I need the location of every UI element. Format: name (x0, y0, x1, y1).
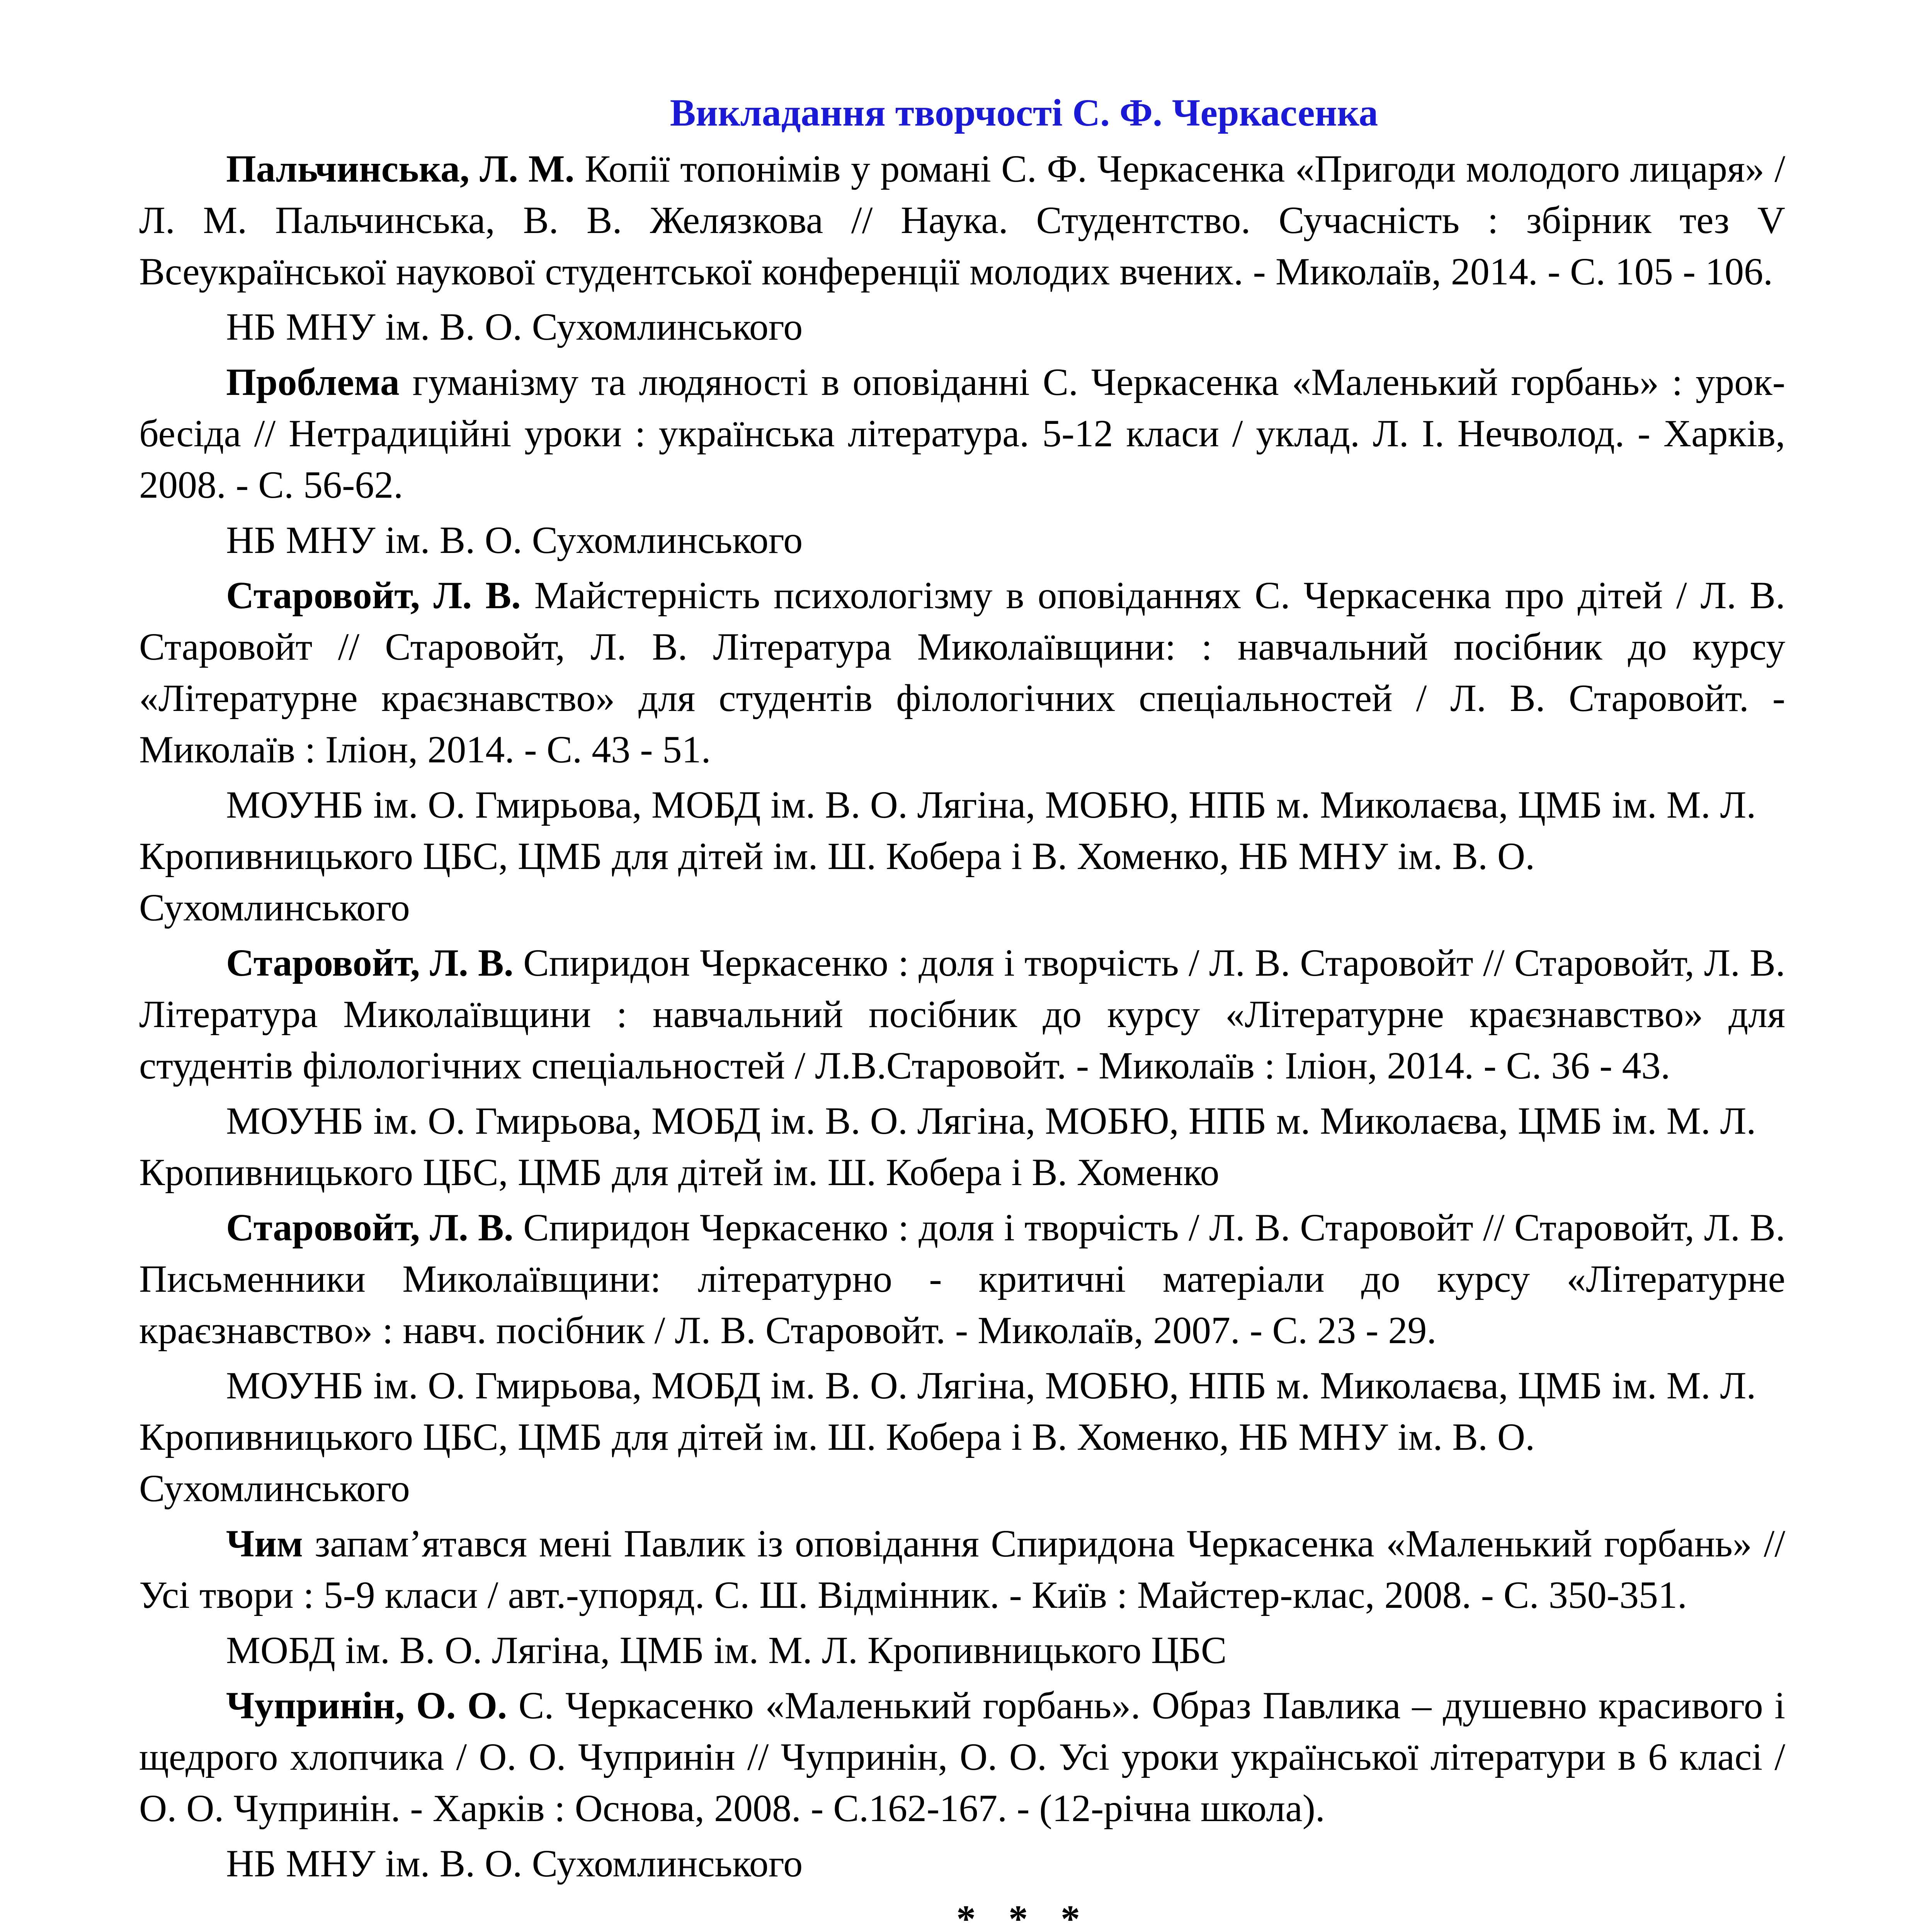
bibliography-entry (139, 937, 1785, 1198)
entry-citation (139, 356, 1785, 510)
entry-holdings: МОБД ім. В. О. Лягіна, ЦМБ ім. М. Л. Кропивницького ЦБС (226, 1629, 1227, 1672)
entry-text: гуманізму та людяності в оповіданні С. Черкасенка «Маленький горбань» : урок-бесіда // Нетрадиційні уроки : українська література. 5-12 класи / уклад. Л. І. Нечволод. - Харків, 2008. - С. 56-62. (139, 361, 1785, 506)
entry-holdings: МОУНБ ім. О. Гмирьова, МОБД ім. В. О. Лягіна, МОБЮ, НПБ м. Миколаєва, ЦМБ ім. М. Л. Кропивницького ЦБС, ЦМБ для дітей ім. Ш. Кобера і В. Хоменко, НБ МНУ ім. В. О. Сухомлинського (139, 783, 1756, 929)
bibliography-entry (139, 143, 1785, 352)
entry-author: Старовойт, Л. В. (226, 1206, 514, 1249)
entry-citation (139, 1202, 1785, 1356)
entry-holdings: МОУНБ ім. О. Гмирьова, МОБД ім. В. О. Лягіна, МОБЮ, НПБ м. Миколаєва, ЦМБ ім. М. Л. Кропивницького ЦБС, ЦМБ для дітей ім. Ш. Кобера і В. Хоменко, НБ МНУ ім. В. О. Сухомлинського (139, 1364, 1756, 1510)
entry-citation (139, 570, 1785, 775)
entry-citation (139, 1518, 1785, 1621)
entry-holdings: НБ МНУ ім. В. О. Сухомлинського (226, 1842, 803, 1885)
entry-text: Копії топонімів у романі С. Ф. Черкасенка «Пригоди молодого лицаря» / Л. М. Пальчинська, В. В. Желязкова // Наука. Студентство. Сучасність : збірник тез V Всеукраїнської наукової студентської конференції молодих вчених. - Миколаїв, 2014. - С. 105 - 106. (139, 147, 1785, 293)
bibliography-entry (139, 1518, 1785, 1676)
entry-citation (139, 143, 1785, 297)
entry-text: Спиридон Черкасенко : доля і творчість / Л. В. Старовойт // Старовойт, Л. В. Письменники Миколаївщини: літературно - критичні матеріали до курсу «Літературне краєзнавство» : навч. посібник / Л. В. Старовойт. - Миколаїв, 2007. - С. 23 - 29. (139, 1206, 1785, 1352)
entry-author: Старовойт, Л. В. (226, 574, 521, 617)
entry-author: Чупринін, О. О. (226, 1684, 507, 1727)
entry-author: Пальчинська, Л. М. (226, 147, 575, 190)
bibliography-entry (139, 1202, 1785, 1514)
bibliography-entry (139, 570, 1785, 933)
entry-holdings: НБ МНУ ім. В. О. Сухомлинського (226, 519, 803, 561)
entry-citation (139, 937, 1785, 1091)
bibliography-entry (139, 1680, 1785, 1889)
entry-text: Спиридон Черкасенко : доля і творчість / Л. В. Старовойт // Старовойт, Л. В. Література Миколаївщини : навчальний посібник до курсу «Літературне краєзнавство» для студентів філологічних спеціальностей / Л.В.Старовойт. - Миколаїв : Іліон, 2014. - С. 36 - 43. (139, 941, 1785, 1087)
entry-citation (139, 1680, 1785, 1834)
entry-author: Чим (226, 1522, 303, 1565)
entry-text: Майстерність психологізму в оповіданнях С. Черкасенка про дітей / Л. В. Старовойт // Старовойт, Л. В. Література Миколаївщини: : навчальний посібник до курсу «Літературне краєзнавство» для студентів філологічних спеціальностей / Л. В. Старовойт. - Миколаїв : Іліон, 2014. - С. 43 - 51. (139, 574, 1785, 771)
entry-author: Старовойт, Л. В. (226, 941, 514, 984)
entry-holdings: НБ МНУ ім. В. О. Сухомлинського (226, 305, 803, 348)
entry-text: С. Черкасенко «Маленький горбань». Образ Павлика – душевно красивого і щедрого хлопчика / О. О. Чупринін // Чупринін, О. О. Усі уроки української літератури в 6 класі / О. О. Чупринін. - Харків : Основа, 2008. - С.162-167. - (12-річна школа). (139, 1684, 1786, 1830)
entry-text: запам’ятався мені Павлик із оповідання Спиридона Черкасенка «Маленький горбань» // Усі твори : 5-9 класи / авт.-упоряд. С. Ш. Відмінник. - Київ : Майстер-клас, 2008. - С. 350-351. (139, 1522, 1785, 1616)
entry-author: Проблема (226, 361, 400, 403)
section-separator: * * * (956, 1897, 1092, 1932)
section-title: Викладання творчості С. Ф. Черкасенка (670, 91, 1378, 134)
page-content (139, 87, 1785, 1932)
entry-holdings: МОУНБ ім. О. Гмирьова, МОБД ім. В. О. Лягіна, МОБЮ, НПБ м. Миколаєва, ЦМБ ім. М. Л. Кропивницького ЦБС, ЦМБ для дітей ім. Ш. Кобера і В. Хоменко (139, 1099, 1756, 1194)
bibliography-entry (139, 356, 1785, 566)
